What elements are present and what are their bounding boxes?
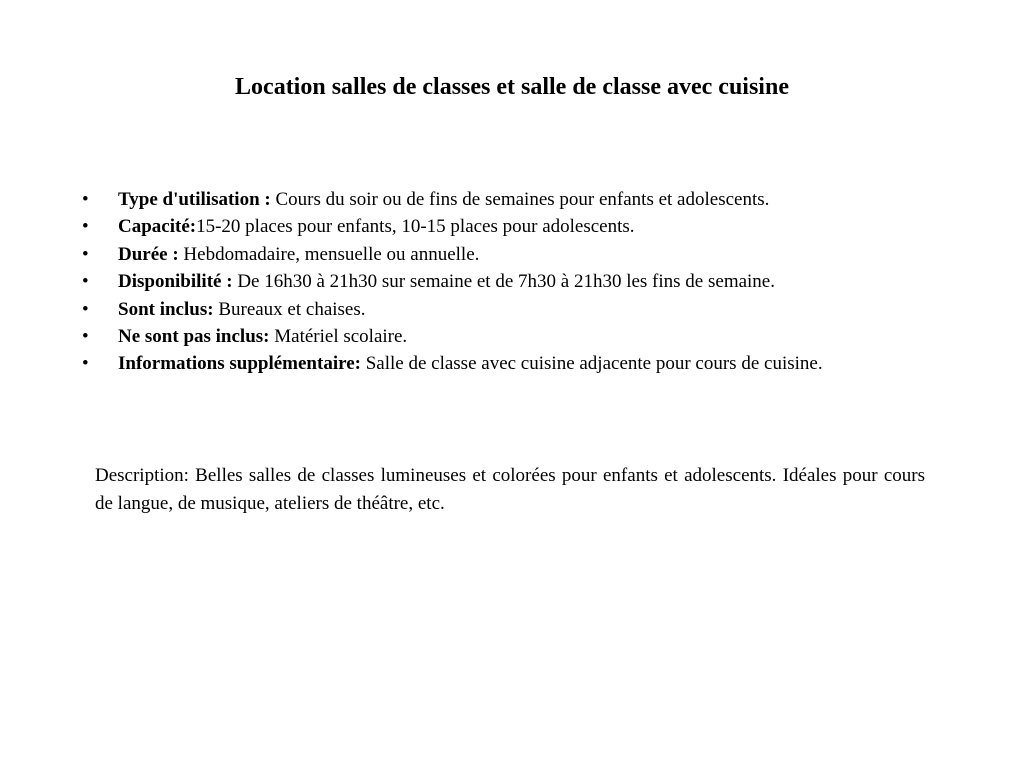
detail-item-not-included [76, 323, 996, 350]
description-paragraph: Description: Belles salles de classes lumineuses et colorées pour enfants et adolescents. Idéales pour cours de langue, de musique, ateliers de théâtre, etc. [95, 465, 925, 514]
detail-item-capacity [76, 213, 996, 240]
detail-value: Matériel scolaire. [269, 326, 408, 348]
bullet-icon: • [82, 243, 89, 265]
bullet-icon: • [82, 326, 89, 348]
bullet-icon: • [82, 298, 89, 320]
detail-item-availability [76, 268, 996, 295]
bullet-icon: • [82, 189, 89, 210]
detail-item-additional-info [76, 350, 996, 377]
detail-item-type [76, 186, 996, 213]
bullet-icon: • [82, 353, 89, 375]
detail-value: Hebdomadaire, mensuelle ou annuelle. [178, 243, 480, 265]
bullet-icon: • [82, 216, 89, 238]
detail-value: 15-20 places pour enfants, 10-15 places pour adolescents. [196, 216, 635, 238]
detail-label: Durée : [118, 243, 179, 265]
detail-label: Type d'utilisation : [118, 189, 271, 210]
detail-label: Capacité: [118, 216, 197, 238]
detail-value: Salle de classe avec cuisine adjacente pour cours de cuisine. [360, 353, 823, 375]
detail-label: Disponibilité : [118, 271, 233, 293]
detail-label: Informations supplémentaire: [118, 353, 361, 375]
detail-value: Cours du soir ou de fins de semaines pour enfants et adolescents. [270, 189, 770, 210]
detail-value: De 16h30 à 21h30 sur semaine et de 7h30 à 21h30 les fins de semaine. [232, 271, 775, 293]
bullet-icon: • [82, 271, 89, 293]
detail-label: Sont inclus: [118, 298, 214, 320]
page-title: Location salles de classes et salle de classe avec cuisine [235, 74, 789, 100]
detail-item-duration [76, 241, 996, 268]
detail-label: Ne sont pas inclus: [118, 326, 270, 348]
detail-value: Bureaux et chaises. [213, 298, 366, 320]
detail-item-included [76, 296, 996, 323]
details-list [76, 186, 996, 378]
